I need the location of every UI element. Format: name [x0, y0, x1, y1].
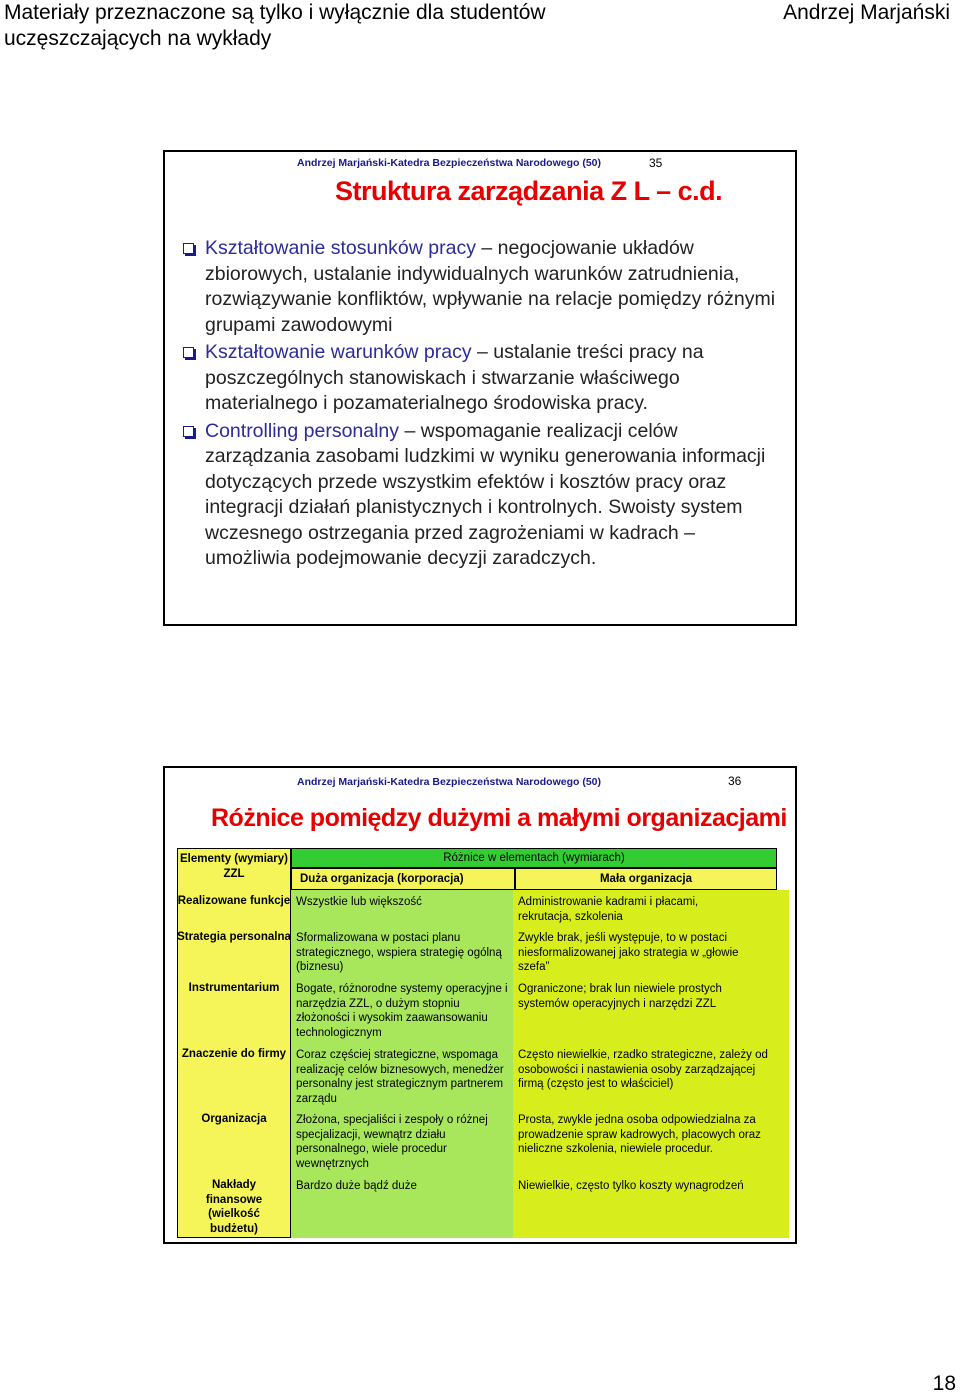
- row-label: Organizacja: [201, 1113, 267, 1125]
- slide-author: Andrzej Marjański-Katedra Bezpieczeństwa Narodowego (50): [297, 776, 601, 788]
- row-large: Bogate, różnorodne systemy operacyjne i narzędzia ZZL, o dużym stopniu złożoności i wysokim zaawansowaniu technologicznym: [296, 983, 508, 1039]
- header-elements: Elementy (wymiary) ZZL: [179, 853, 288, 880]
- row-small: Często niewielkie, rzadko strategiczne, zależy od osobowości i nastawienia osoby zarządzającej firmą (często jest to właściciel): [518, 1049, 768, 1090]
- bullet-term: Kształtowanie stosunków pracy: [205, 237, 476, 259]
- header-group: Różnice w elementach (wymiarach): [291, 848, 777, 868]
- bullet-text: – negocjowanie układów zbiorowych, ustalanie indywidualnych warunków zatrudnienia, rozwiązywanie konfliktów, wpływanie na relacje pomiędzy różnymi grupami zawodowymi: [205, 237, 776, 336]
- page-header-author: Andrzej Marjański: [783, 1, 950, 24]
- header-line-2: uczęszczających na wykłady: [4, 27, 272, 50]
- row-small: Ograniczone; brak lun niewiele prostych systemów operacyjnych i narzędzi ZZL: [518, 983, 722, 1010]
- row-large: Coraz częściej strategiczne, wspomaga realizację celów biznesowych, menedżer personalny jest strategicznym partnerem zarządu: [296, 1049, 504, 1105]
- slide-title: Różnice pomiędzy dużymi a małymi organizacjami: [211, 804, 787, 832]
- checkbox-bullet-icon: [183, 347, 194, 358]
- checkbox-bullet-icon: [183, 426, 194, 437]
- row-small: Prosta, zwykle jedna osoba odpowiedzialna za prowadzenie spraw kadrowych, placowych oraz nieliczne szkolenia, niewiele procedur.: [518, 1114, 761, 1155]
- checkbox-bullet-icon: [183, 243, 194, 254]
- row-large: Bardzo duże bądź duże: [296, 1180, 417, 1192]
- row-small: Zwykle brak, jeśli występuje, to w postaci niesformalizowanej jako strategia w „głowie szefa”: [518, 932, 739, 973]
- slide-35: [163, 150, 797, 626]
- row-small: Niewielkie, często tylko koszty wynagrodzeń: [518, 1180, 744, 1192]
- slide-title: Struktura zarządzania Z L – c.d.: [335, 176, 723, 206]
- comparison-table: [177, 848, 789, 1238]
- page-header-left: [4, 0, 546, 52]
- bullet-term: Kształtowanie warunków pracy: [205, 341, 472, 363]
- bullet-list: [181, 236, 781, 574]
- row-label: Instrumentarium: [188, 982, 280, 994]
- row-label: Znaczenie do firmy: [181, 1048, 287, 1060]
- bullet-item: [181, 419, 781, 572]
- bullet-term: Controlling personalny: [205, 419, 400, 442]
- slide-author: Andrzej Marjański-Katedra Bezpieczeństwa Narodowego (50): [297, 157, 601, 169]
- slide-number: 36: [728, 774, 742, 788]
- row-small: Administrowanie kadrami i płacami, rekrutacja, szkolenia: [518, 896, 699, 923]
- header-line-1: Materiały przeznaczone są tylko i wyłącznie dla studentów: [4, 1, 546, 24]
- row-label: Strategia personalna: [177, 931, 291, 943]
- row-large: Złożona, specjaliści i zespoły o różnej specjalizacji, wewnątrz działu personalnego, wiele procedur wewnętrznych: [296, 1114, 488, 1170]
- page-number: 18: [932, 1372, 956, 1395]
- slide-number: 35: [649, 156, 663, 170]
- header-small-org: Mała organizacja: [515, 868, 777, 890]
- row-label: Nakłady finansowe (wielkość budżetu): [205, 1179, 263, 1235]
- bullet-text: – wspomaganie realizacji celów zarządzania zasobami ludzkimi w wyniku generowania informacji dotyczących przede wszystkim efektów i kosztów pracy oraz integracji działań planistycznych i kontrolnych. Swoisty system wczesnego ostrzegania przed zagrożeniami w kadrach – umożliwia podejmowanie decyzji zaradczych.: [205, 419, 766, 569]
- row-large: Wszystkie lub większość: [296, 896, 422, 908]
- row-large: Sformalizowana w postaci planu strategicznego, wspiera strategię ogólną (biznesu): [296, 932, 502, 973]
- row-label: Realizowane funkcje: [177, 895, 291, 907]
- bullet-item: [181, 340, 781, 417]
- header-large-org: Duża organizacja (korporacja): [291, 868, 515, 890]
- bullet-text: – ustalanie treści pracy na poszczególnych stanowiskach i stwarzanie właściwego materialnego i pozamaterialnego środowiska pracy.: [205, 341, 704, 414]
- bullet-item: [181, 236, 781, 338]
- slide-36: [163, 766, 797, 1244]
